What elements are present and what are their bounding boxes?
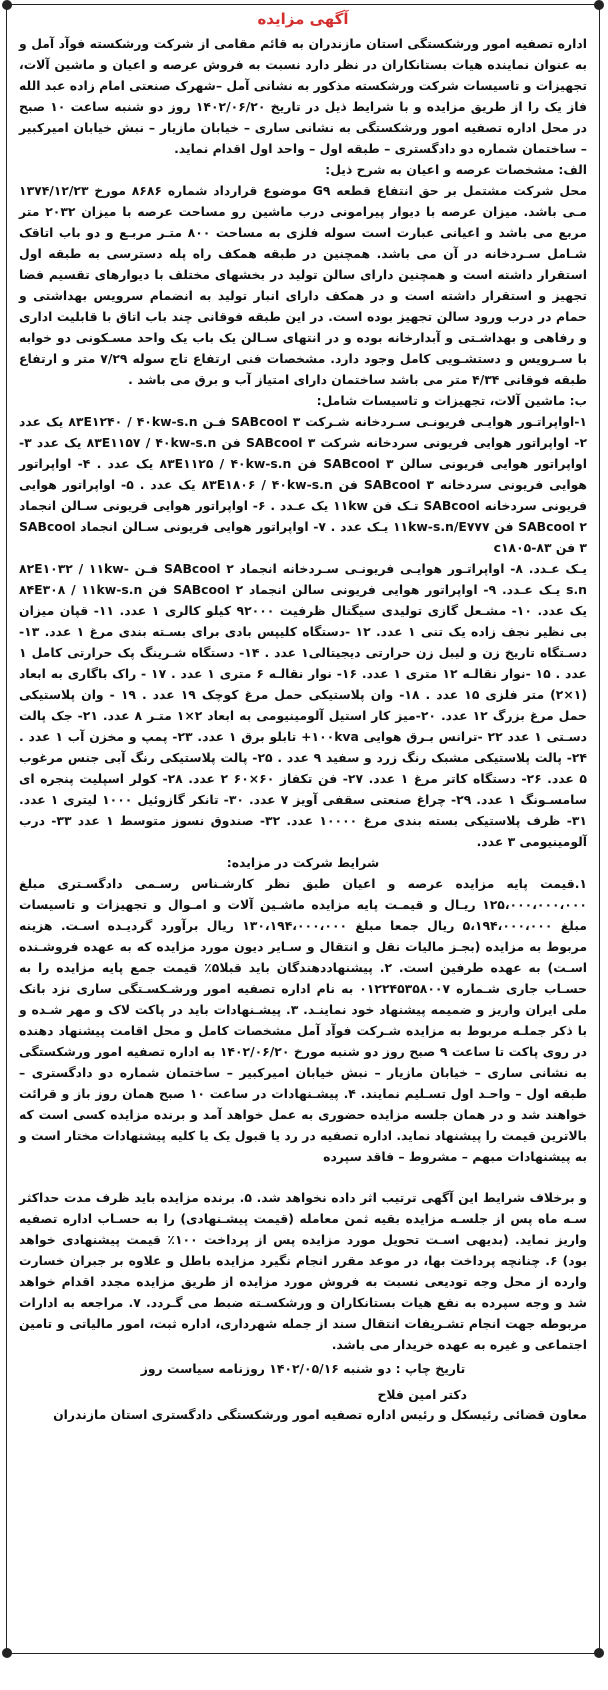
notice-frame (6, 4, 600, 1654)
conditions-title: شرایط شرکت در مزایده: (226, 855, 380, 870)
section-b-title: ب: ماشین آلات، تجهیزات و تاسیسات شامل: (316, 393, 587, 408)
frame-corner-ornament (2, 1648, 12, 1658)
frame-corner-ornament (594, 0, 604, 10)
conditions-body-part2: و برخلاف شرایط این آگهی ترتیب اثر داده نخواهد شد. ۵. برنده مزایده باید ظرف مدت حداکثر سـه ماه پس از جلسـه مزایده بقیه ثمن معامله (قیمت پیشـنهادی) را به حسـاب اداره تصفیه واریز نماید. (بدیهی اسـت تحویل مورد مزایده پس از پرداخت ۱۰۰٪ قیمت پیشنهادی خواهد بود) ۶. چنانچه پرداخت بها، در موعد مقرر انجام نگیرد مزایده باطل و علاوه بر جبران خسارت وارده از محل وجه تودیعی نسبت به فروش مورد مزایده از طریق مزایده مجدد اقدام خواهد شد و وجه سپرده به نفع هیات بستانکاران و ورشکسـته ضبط می گـردد. ۷. مراجعه به ادارات مربوطه جهت انجام تشـریفات انتقال سند از جمله شهرداری، اداره ثبت، امور مالیاتی و تامین اجتماعی و غیره به عهده خریدار می باشد. (19, 1190, 588, 1352)
notice-content (19, 5, 587, 1425)
notice-intro: اداره تصفیه امور ورشکستگی استان مازندران به قائم مقامی از شرکت ورشکسته فوآد آمل و به عنوان نماینده هیات بستانکاران در نظر دارد نسبت به فروش عرصه و اعیان و ماشین آلات، تجهیزات و تاسیسات شرکت ورشکسته مذکور به نشانی آمل –شهرک صنعتی امام زاده عبد الله فاز یک را از طریق مزایده و با شرایط ذیل در تاریخ ۱۴۰۲/۰۶/۲۰ روز دو شنبه ساعت ۱۰ صبح در محل اداره تصفیه امور ورشکستگی به نشانی ساری – خیابان مازیار – نبش خیابان امیرکبیر – ساختمان شماره دو دادگستری – طبقه اول – واحد اول اقدام نماید. (19, 36, 587, 156)
section-b-body-part2: یـک عـدد. ۸- اواپراتـور هوایـی فریونـی سـردخانه انجماد SABcool ۲ فـن ۸۲E۱۰۳۲ / ۱۱kw-s.n یـک عـدد. ۹- اواپراتور هوایی فریونی سالن انجماد SABcool ۲ فن ۸۴E۳۰۸ / ۱۱kw-s.n یک عدد. ۱۰- مشـعل گازی تولیدی سیگنال ظرفیت ۹۲۰۰۰ کیلو کالری ۱ عدد. ۱۱- قپان میزان بی نظیر نجف زاده یک تنی ۱ عدد. ۱۲ -دستگاه کلیپس بادی برای بسـته بندی مرغ ۱ عدد. ۱۳- دسـتگاه تاریخ زن و لیبل زن حرارتی دیجیتالی۱ عدد . ۱۴- دستگاه شـرینگ پک حرارتی کامل ۱ عدد . ۱۵ -نوار نقالـه ۱۲ متری ۱ عدد. ۱۶- نوار نقالـه ۶ متری ۱ عدد . ۱۷ - راک باگاری به ابعاد (۱×۲) متر فلزی ۱۵ عدد . ۱۸- وان پلاستیکی حمل مرغ کوچک ۱۹ عدد . ۱۹ - وان پلاستیکی حمل مرغ بزرگ ۱۲ عدد. ۲۰-میز کار استیل آلومینیومی به ابعاد ۲×۱ متـر ۸ عدد. ۲۱- جک پالت دسـتی ۱ عدد ۲۲ -ترانس بـرق هوایی ۱۰۰kva+ تابلو برق ۱ عدد. ۲۳- پمپ و مخزن آب ۱ عدد . ۲۴- پالت پلاستیکی مشبک رنگ زرد و سفید ۹ عدد . ۲۵- پالت پلاستیکی رنگ آبی جنس مرغوب ۵ عدد. ۲۶- دستگاه کاتر مرغ ۱ عدد. ۲۷- فن تکفاز ۶۰×۶۰ ۲ عدد. ۲۸- کولر اسپلیت پنجره ای سامسـونگ ۱ عدد. ۲۹- چراغ صنعتی سقفی آویز ۷ عدد. ۳۰- تانکر گازوئیل ۱۰۰۰ لیتری ۱ عدد. ۳۱- ظرف پلاستیکی بسته بندی مرغ ۱۰۰۰۰ عدد. ۳۲- صندوق نسوز متوسط ۱ عدد ۳۳- درب آلومینیومی ۳ عدد. (19, 561, 588, 849)
frame-corner-ornament (594, 1648, 604, 1658)
signer-name: دکتر امین فلاح (377, 1387, 467, 1402)
column-break-gap (19, 1167, 587, 1187)
section-a-body: محل شرکت مشتمل بر حق انتفاع قطعه G۹ موضوع قرارداد شماره ۸۶۸۶ مورخ ۱۳۷۴/۱۲/۲۳ مـی باشد. میزان عرصه با دیوار پیرامونی درب ماشین رو مساحت عرصه با میزان ۲۰۳۲ متر مربع می باشد و اعیانی عبارت است سوله فلزی به مساحت ۸۰۰ متـر مربـع و دو باب اتاقک شـامل سـردخانه در آن می باشد. همچنین در طبقه همکف راه پله دسترسی به طبقه اول استقرار داشته است و همچنین دارای سالن تولید در بخشهای مختلف با دیوارهای تقسیم فضا تجهیز و استقرار داشته است و در همکف دارای انبار تولید به انضمام سرویس بهداشتی و حمام در درب ورود سالن تجهیز بوده است. در این طبقه فوقانی چند باب اتاق با قابلیت اداری و رفاهی و بهداشـتی و آبدارخانه بوده و در انتهای سـالن یک باب یک واحد مسـکونی دو خوابه با سـرویس و دستشـویی کامل وجود دارد. مشخصات فنی ارتفاع تاج سوله ۷/۲۹ متر و ارتفاع طبقه فوقانی ۴/۳۴ متر می باشد ساختمان دارای امتیاز آب و برق می باشد . (19, 183, 587, 387)
section-b-body-part1: ۱-اواپراتـور هوایـی فریونـی سـردخانه شـرکت SABcool ۳ فـن ۸۳E۱۲۴۰ / ۴۰kw-s.n یک عدد ۲- اواپراتور هوایی فریونی سردخانه شرکت SABcool ۳ فن ۸۳E۱۱۵۷ / ۴۰kw-s.n یک عدد ۳- اواپراتور هوایی فریونی سالن SABcool ۳ فن ۸۳E۱۱۲۵ / ۴۰kw-s.n یک عدد . ۴- اواپراتور هوایی فریونی سردخانه SABcool ۳ فن ۸۳E۱۸۰۶ / ۴۰kw-s.n یک عدد . ۵- اواپراتور هوایی فریونی سردخانه SABcool تـک فن ۱۱kw یک عـدد . ۶- اواپراتور هوایی فریونی سـالن انجماد SABcool ۲ فن ۱۱kw-s.n/E۷۷۷ یـک عدد . ۷- اواپراتور هوایی فریونی سـالن انجماد SABcool ۳ فن c۱۸۰۵-۸۳ (19, 414, 588, 555)
signer-title: معاون قضائی رئیسکل و رئیس اداره تصفیه امور ورشکستگی دادگستری استان مازندران (53, 1407, 587, 1422)
section-a-title: الف: مشخصات عرصه و اعیان به شرح ذیل: (325, 162, 587, 177)
notice-headline: آگهی مزایده (257, 10, 349, 28)
conditions-body-part1: ۱.قیمت پایه مزایده عرصه و اعیان طبق نظر کارشـناس رسـمی دادگسـتری مبلغ ۱۲۵،۰۰۰،۰۰۰،۰۰۰ ریـال و قیمـت پایه مزایده ماشـین آلات و امـوال و تجهیزات و تاسیسات مبلغ ۵،۱۹۴،۰۰۰،۰۰۰ ریال جمعا مبلغ ۱۳۰،۱۹۴،۰۰۰،۰۰۰ ریال برآورد گردیـده اسـت. هزینه مربوط به مزایده (بجـز مالیات نقل و انتقال و سـایر دیون مورد مزایده که به عهده فروشـنده اسـت) به عهده طرفین است. ۲. پیشنهاددهندگان باید قبلا۵٪ قیمت جمع پایه مزایده را به حسـاب جاری شـماره ۰۱۲۲۴۵۳۵۸۰۰۷ به نام اداره تصفیه امور ورشـکسـتگی ساری نزد بانک ملی ایران واریز و ضمیمه پیشنهاد خود نماینـد. ۳. پیشـنهادات باید در پاکت لاک و مهر شـده و با ذکر جملـه مربوط به مزایده شـرکت فوآد آمل مشخصات کامل و محل اقامت پیشنهاد دهنده در روی پاکت تا ساعت ۹ صبح روز دو شنبه مورخ ۱۴۰۲/۰۶/۲۰ به اداره تصفیه امور ورشکستگی به نشانی ساری – خیابان مازیار – نبش خیابان امیرکبیر – ساختمان شماره دو دادگستری – طبقه اول – واحـد اول تسـلیم نمایند. ۴. پیشـنهادات در ساعت ۱۰ صبح همان روز باز و قرائت خواهند شد و در همان جلسه مزایده حضوری به عمل خواهد آمد و برنده مزایده کسی است که بالاترین قیمت را پیشنهاد نماید. اداره تصفیه در رد یا قبول یک یا کلیه پیشنهادات مختار است و به پیشنهادات مبهم – مشروط – فاقد سپرده (19, 876, 587, 1164)
print-date: تاریخ چاپ : دو شنبه ۱۴۰۲/۰۵/۱۶ روزنامه سیاست روز (140, 1361, 466, 1376)
frame-corner-ornament (2, 0, 12, 10)
